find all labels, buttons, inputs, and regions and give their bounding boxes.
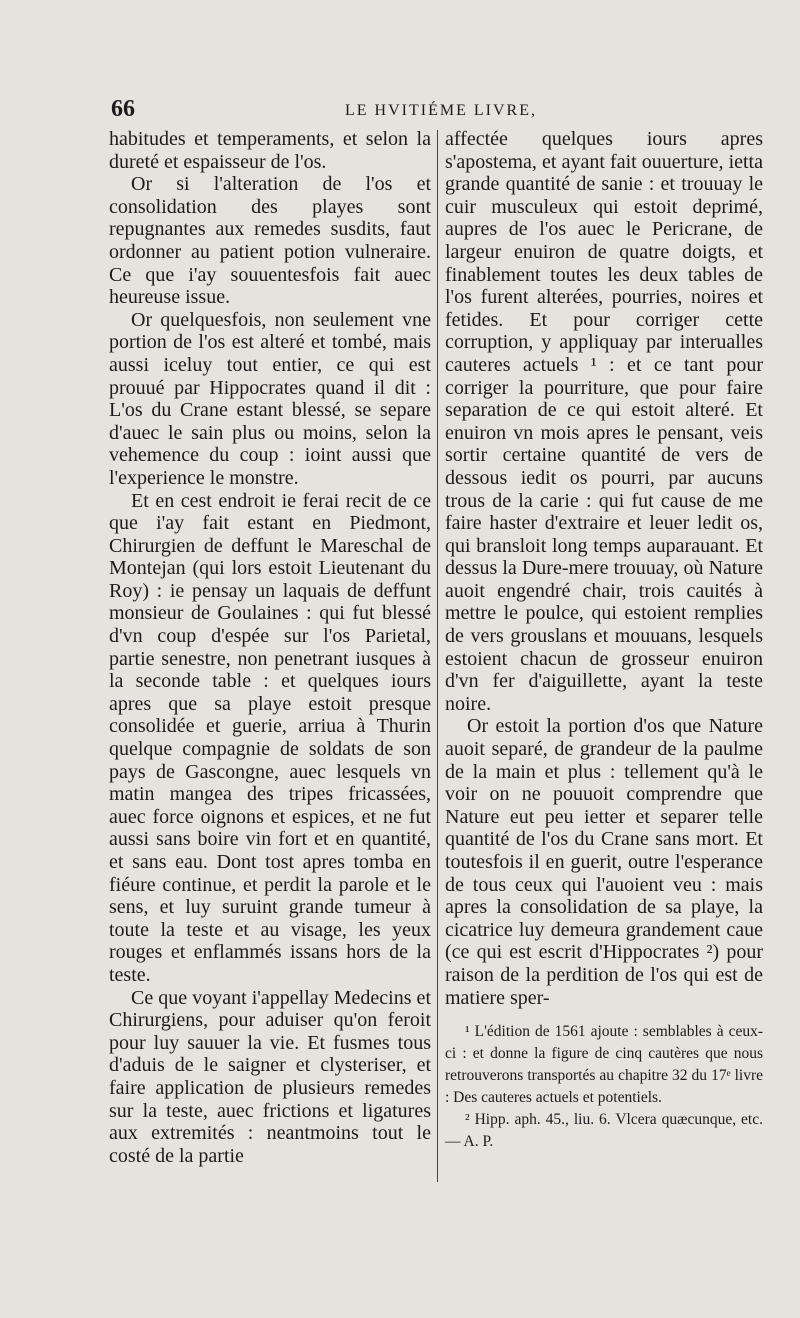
paragraph: Or quelquesfois, non seulement vne portion de l'os est alteré et tombé, mais aussi iceluy tout entier, ce qui est prouué par Hippocrates quand il dit : L'os du Crane estant blessé, se separe d'auec le sain plus ou moins, selon la vehemence du coup : ioint aussi que l'experience le monstre. [109, 308, 431, 489]
paragraph: Or si l'alteration de l'os et consolidation des playes sont repugnantes aux remedes susdits, faut ordonner au patient potion vulneraire. Ce que i'ay souuentesfois fait auec heureuse issue. [109, 173, 431, 309]
footnote: ² Hipp. aph. 45., liu. 6. Vlcera quæcunque, etc. — A. P. [445, 1111, 763, 1151]
column-divider [437, 130, 438, 1182]
page-header [0, 96, 800, 126]
left-column [109, 128, 431, 1167]
paragraph: Et en cest endroit ie ferai recit de ce que i'ay fait estant en Piedmont, Chirurgien de deffunt le Mareschal de Montejan (qui lors estoit Lieutenant du Roy) : ie pensay un laquais de deffunt monsieur de Goulaines : qui fut blessé d'vn coup d'espée sur l'os Parietal, partie senestre, non penetrant iusques à la seconde table : et quelques iours apres que sa playe estoit presque consolidée et guerie, arriua à Thurin quelque compagnie de soldats de son pays de Gascongne, auec lesquels vn matin mangea des tripes fricassées, auec force oignons et espices, et ne fut aussi sans boire vin fort et en quantité, et sans eau. Dont tost apres tomba en fiéure continue, et perdit la parole et le sens, et luy suruint grande tumeur à toute la teste et au visage, les yeux rouges et enflammés issans hors de la teste. [109, 489, 431, 986]
footnote: ¹ L'édition de 1561 ajoute : semblables à ceux-ci : et donne la figure de cinq cautères que nous retrouverons transportés au chapitre 32 du 17ᵉ livre : Des cauteres actuels et potentiels. [445, 1023, 763, 1107]
page-number: 66 [111, 96, 135, 122]
running-title: LE HVITIÉME LIVRE, [345, 102, 537, 119]
paragraph: affectée quelques iours apres s'apostema, et ayant fait ouuerture, ietta grande quantité de sanie : et trouuay le cuir musculeux qui estoit deprimé, aupres de l'os auec le Pericrane, de largeur enuiron de quatre doigts, et finablement toutes les deux tables de l'os furent alterées, pourries, noires et fetides. Et pour corriger cette corruption, y appliquay par interualles cauteres actuels ¹ : et ce tant pour corriger la pourriture, que pour faire separation de ce qui estoit alteré. Et enuiron vn mois apres le pensant, veis sortir certaine quantité de vers de dessous iedit os pourri, par aucuns trous de la carie : qui fut cause de me faire haster d'extraire et leuer ledit os, qui bransloit long temps auparauant. Et dessus la Dure-mere trouuay, où Nature auoit engendré chair, trois cauités à mettre le poulce, qui estoient remplies de vers grouslans et mouuans, lesquels estoient chacun de grosseur enuiron d'vn fer d'aiguillette, ayant la teste noire. [445, 128, 763, 715]
paragraph: Or estoit la portion d'os que Nature auoit separé, de grandeur de la paulme de la main et plus : tellement qu'à le voir on ne pouuoit comprendre que Nature eut peu ietter et separer telle quantité de l'os du Crane sans mort. Et toutesfois il en guerit, outre l'esperance de tous ceux qui l'auoient veu : mais apres la consolidation de sa playe, la cicatrice luy demeura grandement caue (ce qui est escrit d'Hippocrates ²) pour raison de la perdition de l'os qui est de matiere sper- [445, 715, 763, 1009]
footnotes [445, 1021, 763, 1153]
right-column [445, 128, 763, 1153]
paragraph: habitudes et temperaments, et selon la dureté et espaisseur de l'os. [109, 128, 431, 173]
paragraph: Ce que voyant i'appellay Medecins et Chirurgiens, pour aduiser qu'on feroit pour luy sauuer la vie. Et fusmes tous d'aduis de le saigner et clysteriser, et faire application de plusieurs remedes sur la teste, auec frictions et ligatures aux extremités : neantmoins tout le costé de la partie [109, 986, 431, 1167]
